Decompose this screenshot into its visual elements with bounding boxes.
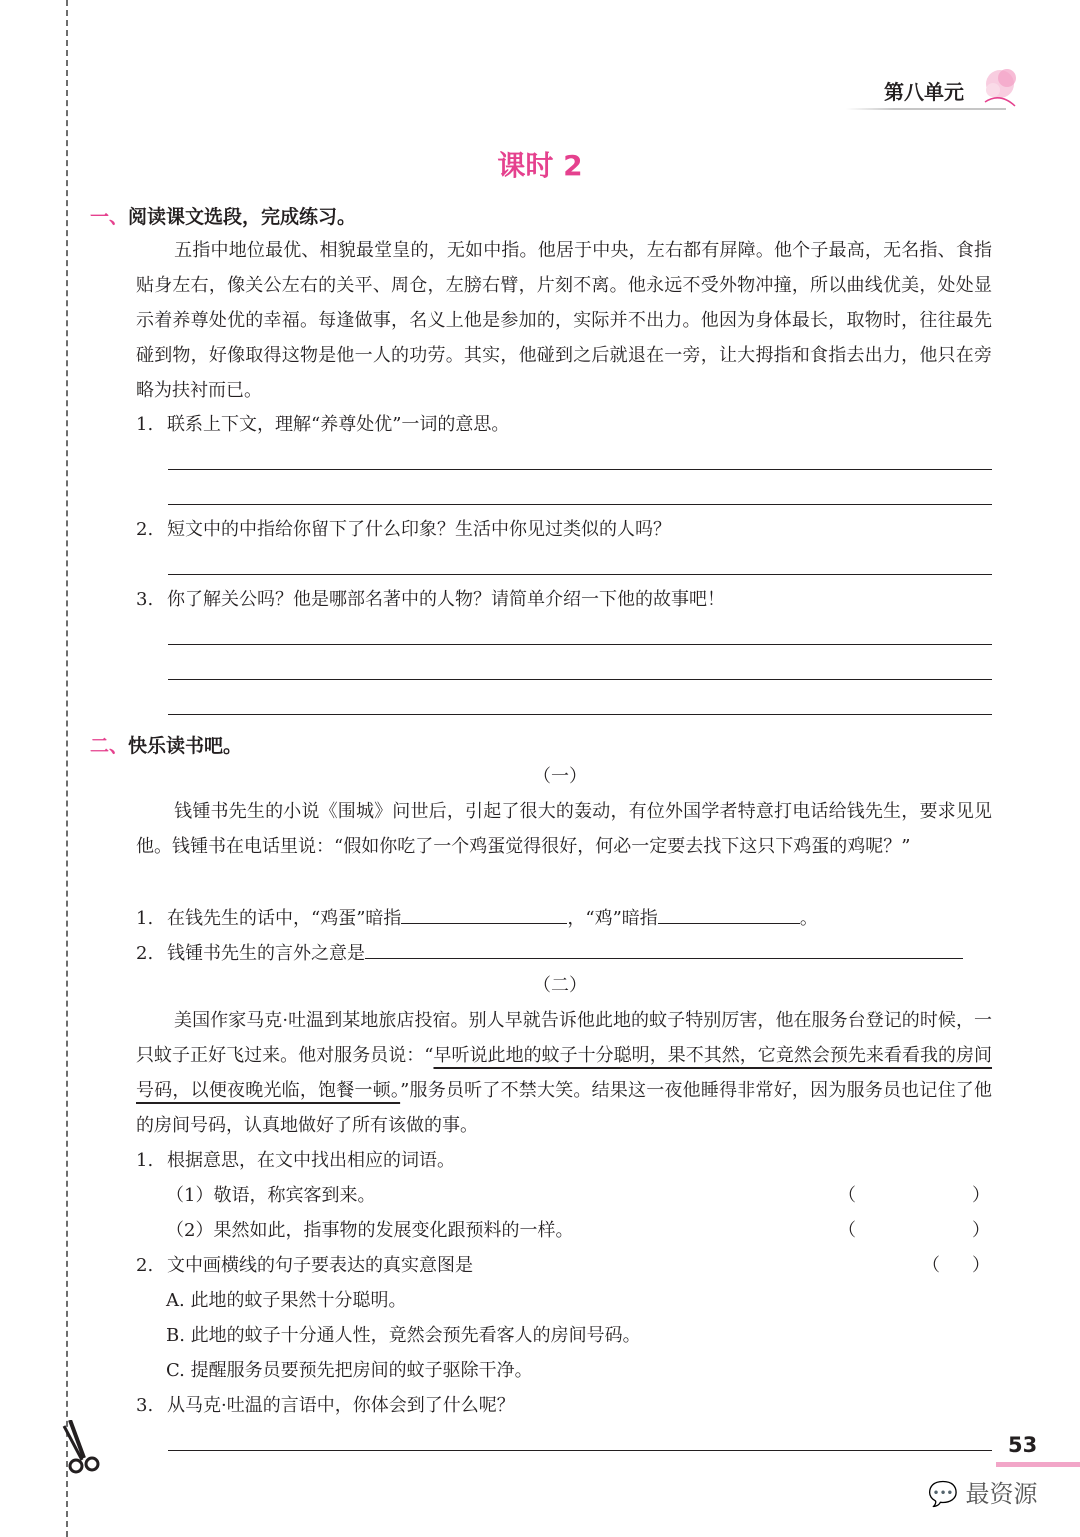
question-2-2: 2. 钱锺书先生的言外之意是: [136, 934, 963, 971]
scissors-icon: [62, 1420, 102, 1480]
answer-line[interactable]: [168, 1450, 992, 1451]
passage-2: 钱锺书先生的小说《围城》问世后，引起了很大的轰动，有位外国学者特意打电话给钱先生，要求见见他。钱锺书在电话里说：“假如你吃了一个鸡蛋觉得很好，何必一定要去找下这只下鸡蛋的鸡呢？”: [136, 801, 992, 857]
question-3-1: 1. 根据意思，在文中找出相应的词语。: [136, 1150, 455, 1171]
header-rule: [846, 108, 1006, 110]
section-2-title: 快乐读书吧。: [128, 735, 243, 757]
passage-1: 五指中地位最优、相貌最堂皇的，无如中指。他居于中央，左右都有屏障。他个子最高，无名指、食指贴身左右，像关公左右的关平、周仓，左膀右臂，片刻不离。他永远不受外物冲撞，所以曲线优美，处处显示着养尊处优的幸福。每逢做事，名义上他是参加的，实际并不出力。他因为身体最长，取物时，往往最先碰到物，好像取得这物是他一人的功劳。其实，他碰到之后就退在一旁，让大拇指和食指去出力，他只在旁略为扶衬而已。: [136, 240, 992, 401]
chat-icon: 💬: [928, 1480, 958, 1508]
watermark: 💬 最资源: [928, 1480, 1038, 1508]
answer-line[interactable]: [168, 679, 992, 680]
option-b[interactable]: B. 此地的蚊子十分通人性，竟然会预先看客人的房间号码。: [166, 1325, 641, 1346]
answer-line[interactable]: [168, 504, 992, 505]
question-3-1-item: （2）果然如此，指事物的发展变化跟预料的一样。: [166, 1220, 574, 1241]
section-1-title: 阅读课文选段，完成练习。: [128, 206, 357, 228]
passage-3: 美国作家马克·吐温到某地旅店投宿。别人早就告诉他此地的蚊子特别厉害，他在服务台登记的时候，一只蚊子正好飞过来。他对服务员说：“早听说此地的蚊子十分聪明，果不其然，它竟然会预先来看看我的房间号码，以便夜晚光临，饱餐一顿。”服务员听了不禁大笑。结果这一夜他睡得非常好，因为服务员也记住了他的房间号码，认真地做好了所有该做的事。: [136, 1010, 993, 1136]
answer-line[interactable]: [168, 714, 992, 715]
question-1-3: 3. 你了解关公吗？他是哪部名著中的人物？请简单介绍一下他的故事吧！: [136, 589, 725, 610]
question-3-2: 2. 文中画横线的句子要表达的真实意图是: [136, 1255, 473, 1276]
section-2-number: 二、: [90, 735, 129, 757]
option-a[interactable]: A. 此地的蚊子果然十分聪明。: [166, 1290, 407, 1311]
fill-blank[interactable]: [365, 934, 963, 959]
page-number-bar: [996, 1462, 1080, 1467]
section-2-heading: [90, 731, 242, 758]
unit-title: 第八单元: [884, 80, 964, 104]
answer-paren-close: ）: [972, 1255, 990, 1276]
option-c[interactable]: C. 提醒服务员要预先把房间的蚊子驱除干净。: [166, 1360, 533, 1381]
question-3-1-item: （1）敬语，称宾客到来。: [166, 1185, 376, 1206]
question-2-1: 1. 在钱先生的话中，“鸡蛋”暗指 ，“鸡”暗指 。: [136, 899, 818, 936]
underlined-sentence: 早听说此地的蚊子十分聪明，果不其然，它竟然会预先来看看我的房间号码，以便夜晚光临，饱餐一顿。: [136, 1045, 993, 1101]
question-1-2: 2. 短文中的中指给你留下了什么印象？生活中你见过类似的人吗？: [136, 519, 671, 540]
answer-paren-open[interactable]: （: [922, 1255, 940, 1276]
answer-paren-close: ）: [972, 1220, 990, 1241]
answer-paren-open[interactable]: （: [838, 1220, 856, 1241]
fill-blank[interactable]: [658, 899, 800, 924]
part-1-label: （一）: [533, 766, 587, 787]
lesson-title: 课时 2: [497, 149, 583, 182]
part-2-label: （二）: [533, 975, 587, 996]
answer-line[interactable]: [168, 574, 992, 575]
answer-line[interactable]: [168, 469, 992, 470]
question-1-1: 1. 联系上下文，理解“养尊处优”一词的意思。: [136, 414, 510, 435]
section-1-heading: [90, 202, 356, 229]
flower-icon: [975, 62, 1025, 112]
page-number: 53: [1008, 1433, 1038, 1457]
question-3-3: 3. 从马克·吐温的言语中，你体会到了什么呢？: [136, 1395, 515, 1416]
answer-line[interactable]: [168, 644, 992, 645]
section-1-number: 一、: [90, 206, 129, 228]
answer-paren-open[interactable]: （: [838, 1185, 856, 1206]
answer-paren-close: ）: [972, 1185, 990, 1206]
fill-blank[interactable]: [401, 899, 567, 924]
